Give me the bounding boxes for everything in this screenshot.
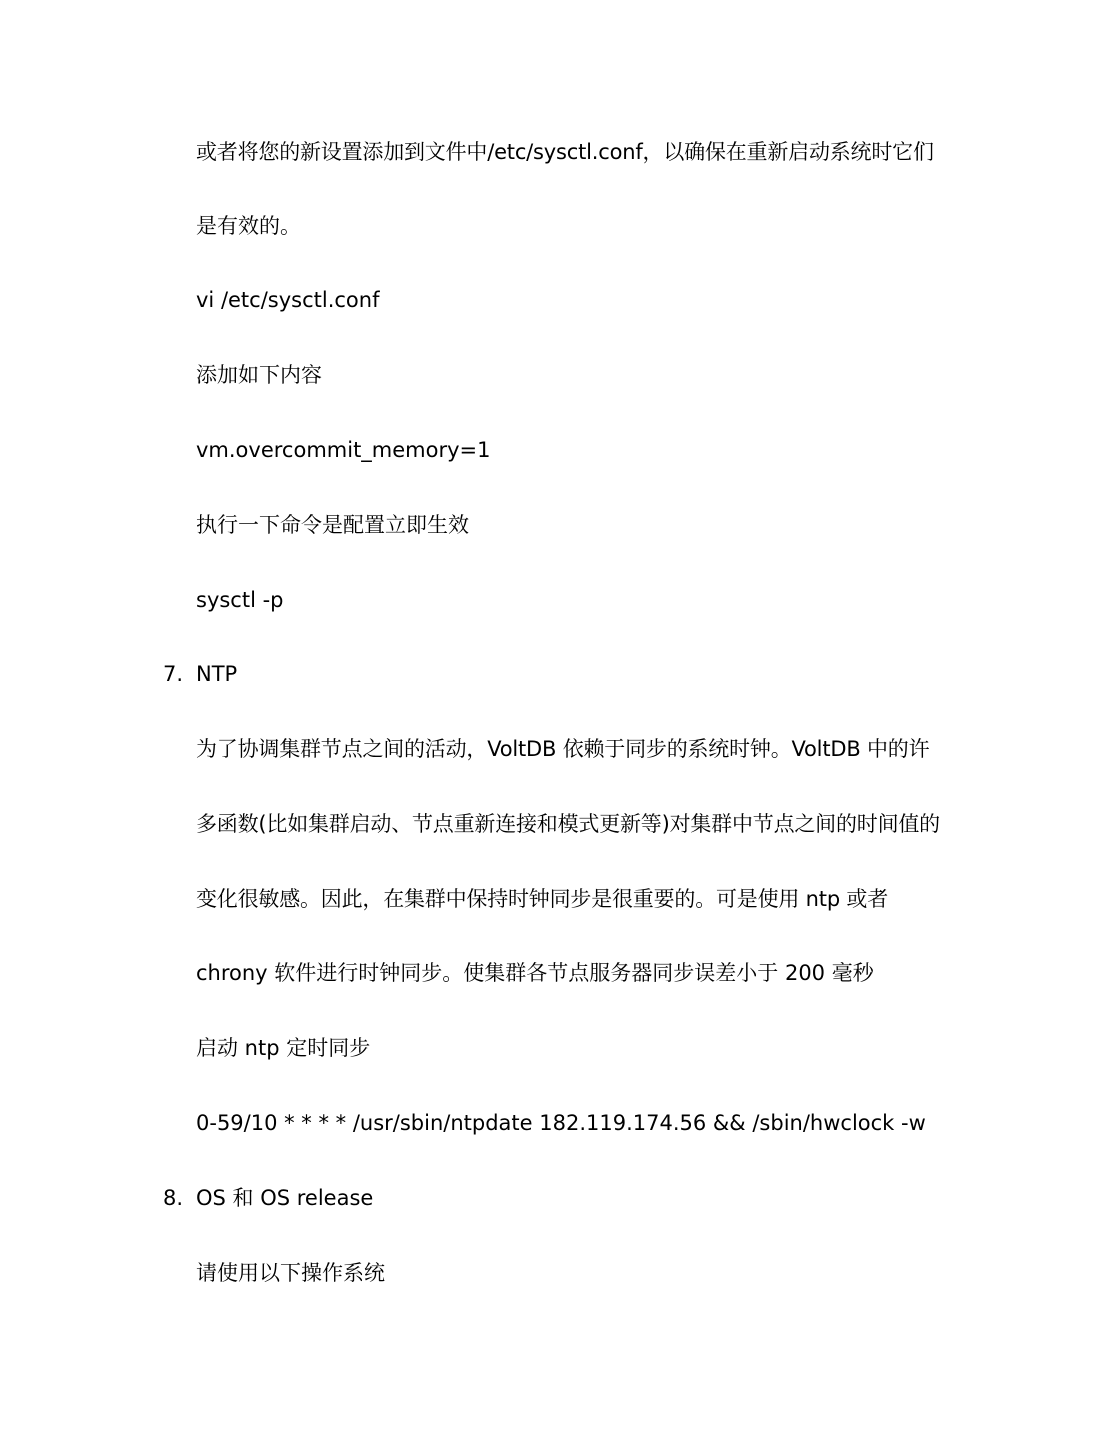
- command-line: 0-59/10 * * * * /usr/sbin/ntpdate 182.119.174.56 && /sbin/hwclock -w: [196, 1111, 926, 1135]
- section-number: 7.: [163, 662, 184, 686]
- paragraph-line: 是有效的。: [196, 214, 301, 238]
- paragraph-line: 启动 ntp 定时同步: [196, 1036, 371, 1060]
- paragraph-line: 执行一下命令是配置立即生效: [196, 513, 469, 537]
- command-line: vi /etc/sysctl.conf: [196, 288, 380, 312]
- section-number: 8.: [163, 1186, 184, 1210]
- command-line: sysctl -p: [196, 588, 284, 612]
- paragraph-line: 为了协调集群节点之间的活动，VoltDB 依赖于同步的系统时钟。VoltDB 中的许: [196, 737, 930, 761]
- section-title: NTP: [196, 662, 238, 686]
- paragraph-line: 或者将您的新设置添加到文件中/etc/sysctl.conf，以确保在重新启动系统时它们: [196, 140, 934, 164]
- paragraph-line: 变化很敏感。因此，在集群中保持时钟同步是很重要的。可是使用 ntp 或者: [196, 887, 889, 911]
- section-title: OS 和 OS release: [196, 1186, 374, 1210]
- paragraph-line: 添加如下内容: [196, 363, 322, 387]
- paragraph-line: 请使用以下操作系统: [196, 1261, 385, 1285]
- config-line: vm.overcommit_memory=1: [196, 438, 491, 462]
- paragraph-line: chrony 软件进行时钟同步。使集群各节点服务器同步误差小于 200 毫秒: [196, 961, 874, 985]
- paragraph-line: 多函数(比如集群启动、节点重新连接和模式更新等)对集群中节点之间的时间值的: [196, 812, 940, 836]
